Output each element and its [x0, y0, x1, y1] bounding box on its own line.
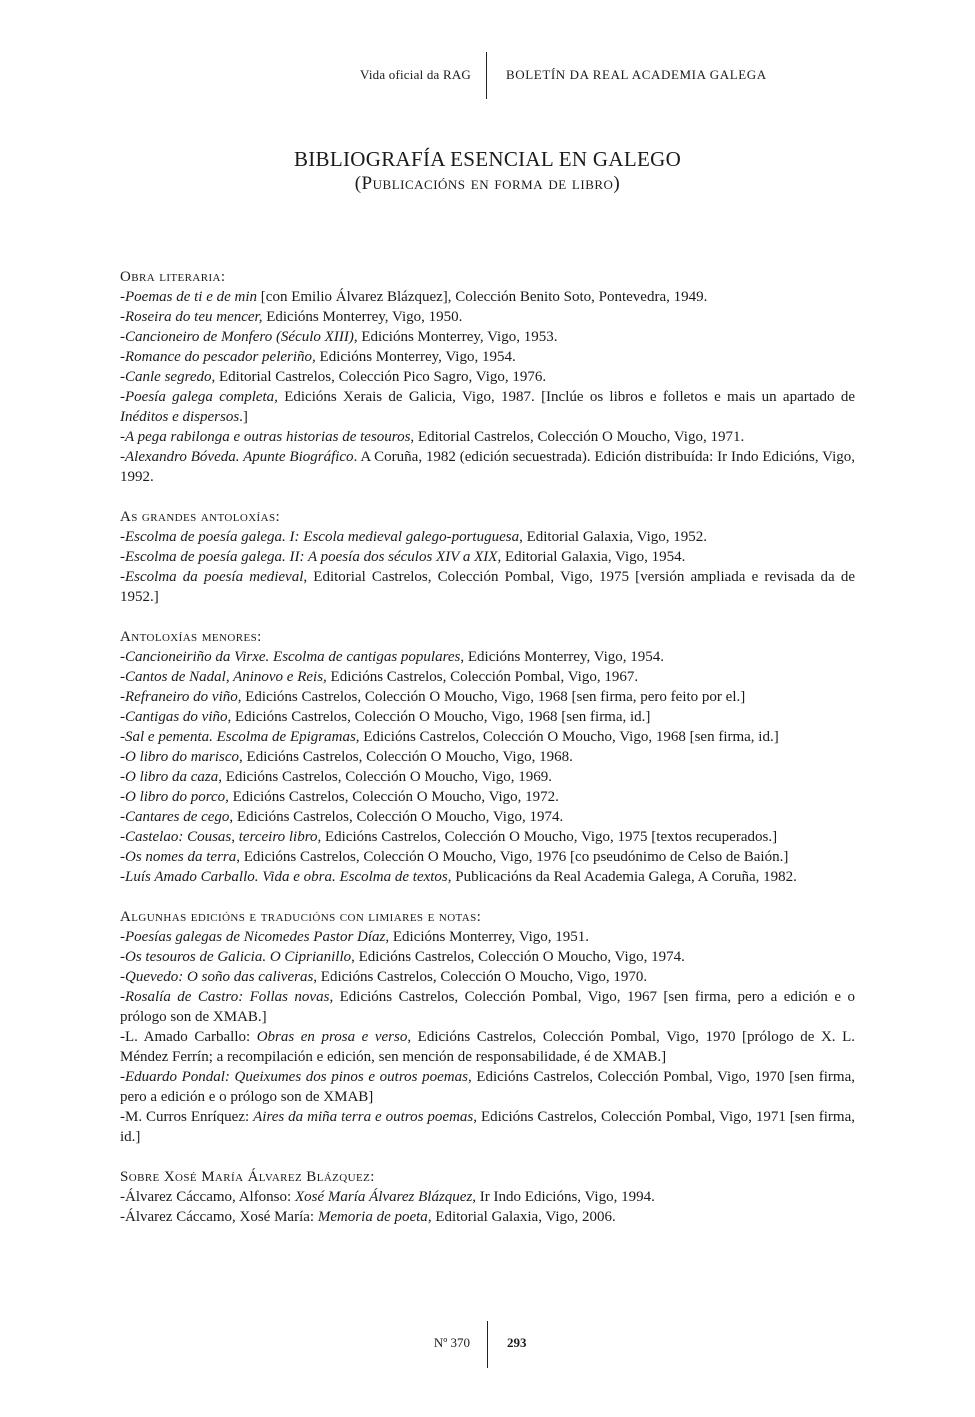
- bibliography-entry: [120, 947, 855, 967]
- section-heading: Obra literaria:: [120, 269, 226, 285]
- entry-rest: , Edicións Castrelos, Colección Pombal, Vigo, 1971 [sen firma, id.]: [120, 1109, 855, 1145]
- bibliography-section: [120, 627, 855, 887]
- entry-rest: , Edicións Castrelos, Colección O Moucho, Vigo, 1968.: [239, 749, 573, 765]
- entry-rest: , Editorial Galaxia, Vigo, 2006.: [427, 1209, 616, 1225]
- bibliography-entry: [120, 1107, 855, 1147]
- entry-italic: -Refraneiro do viño: [120, 689, 238, 705]
- entry-italic: -Roseira do teu mencer,: [120, 309, 263, 325]
- entry-rest-2: .]: [239, 409, 248, 425]
- entry-italic: -Cantares de cego: [120, 809, 230, 825]
- bibliography-entry: [120, 687, 855, 707]
- entry-italic: -Sal e pementa. Escolma de Epigramas: [120, 729, 356, 745]
- bibliography-entry: [120, 1067, 855, 1107]
- bibliography-entry: [120, 307, 855, 327]
- entry-rest: , Edicións Castrelos, Colección O Moucho, Vigo, 1972.: [225, 789, 559, 805]
- bibliography-entry: [120, 447, 855, 487]
- entry-rest: , Editorial Galaxia, Vigo, 1954.: [497, 549, 686, 565]
- entry-italic: -Os nomes da terra: [120, 849, 237, 865]
- bibliography-entry: [120, 807, 855, 827]
- bibliography-entry: [120, 1027, 855, 1067]
- bibliography-entry: [120, 967, 855, 987]
- entry-rest: Edicións Monterrey, Vigo, 1950.: [262, 309, 463, 325]
- entry-italic: -Alexandro Bóveda. Apunte Biográfico: [120, 449, 354, 465]
- bibliography-entry: [120, 987, 855, 1027]
- bibliography-entry: [120, 867, 855, 887]
- section-heading: Antoloxías menores:: [120, 629, 262, 645]
- entry-italic: -Escolma da poesía medieval: [120, 569, 304, 585]
- page-footer: [0, 1321, 975, 1369]
- entry-rest: , Editorial Castrelos, Colección O Moucho, Vigo, 1971.: [410, 429, 745, 445]
- bibliography-entry: [120, 367, 855, 387]
- header-journal-title: BOLETÍN DA REAL ACADEMIA GALEGA: [506, 67, 767, 82]
- bibliography-entry: [120, 727, 855, 747]
- entry-italic: -Romance do pescador peleriño,: [120, 349, 316, 365]
- bibliography-entry: [120, 787, 855, 807]
- entry-rest: , Publicacións da Real Academia Galega, A Coruña, 1982.: [447, 869, 797, 885]
- entry-italic: -Cantigas do viño: [120, 709, 228, 725]
- entry-rest: , Editorial Galaxia, Vigo, 1952.: [519, 529, 708, 545]
- entry-rest: , Edicións Castrelos, Colección O Moucho, Vigo, 1974.: [351, 949, 685, 965]
- header-divider: [486, 52, 487, 99]
- footer-divider: [487, 1321, 488, 1368]
- page-number: 293: [507, 1335, 527, 1350]
- entry-italic: -Cantos de Nadal, Aninovo e Reis: [120, 669, 324, 685]
- entry-rest: [con Emilio Álvarez Blázquez], Colección Benito Soto, Pontevedra, 1949.: [257, 289, 708, 305]
- entry-rest: , Edicións Castrelos, Colección O Moucho, Vigo, 1970.: [313, 969, 648, 985]
- bibliography-entry: [120, 1187, 855, 1207]
- entry-rest: , Edicións Castrelos, Colección Pombal, Vigo, 1967 [sen firma, pero a edición e o prólogo son de XMAB.]: [120, 989, 855, 1025]
- entry-plain: -Álvarez Cáccamo, Alfonso:: [120, 1189, 295, 1205]
- entry-rest: , Edicións Castrelos, Colección O Moucho, Vigo, 1974.: [229, 809, 564, 825]
- entry-italic: -Canle segredo: [120, 369, 212, 385]
- entry-rest: , Edicións Castrelos, Colección O Moucho, Vigo, 1968 [sen firma, id.]: [227, 709, 651, 725]
- entry-italic: -Cancioneiriño da Virxe. Escolma de cantigas populares: [120, 649, 461, 665]
- page-title: BIBLIOGRAFÍA ESENCIAL EN GALEGO: [293, 147, 682, 171]
- bibliography-entry: [120, 647, 855, 667]
- issue-number: Nº 370: [433, 1335, 470, 1350]
- entry-rest: . A Coruña, 1982 (edición secuestrada). Edición distribuída: Ir Indo Edicións, Vigo, 1992.: [120, 449, 855, 485]
- entry-italic: -Eduardo Pondal: Queixumes dos pinos e outros poemas: [120, 1069, 468, 1085]
- entry-rest: , Edicións Castrelos, Colección Pombal, Vigo, 1970 [sen firma, pero a edición e o prólogo son de XMAB]: [120, 1069, 855, 1105]
- entry-rest: Edicións Monterrey, Vigo, 1954.: [315, 349, 516, 365]
- bibliography-entry: [120, 927, 855, 947]
- entry-rest: , Edicións Monterrey, Vigo, 1954.: [460, 649, 665, 665]
- entry-rest: , Ir Indo Edicións, Vigo, 1994.: [472, 1189, 655, 1205]
- entry-italic: -O libro do porco: [120, 789, 226, 805]
- entry-rest: , Edicións Castrelos, Colección Pombal, Vigo, 1970 [prólogo de X. L. Méndez Ferrín; a recompilación e edición, sen mención de responsabilidade, é de XMAB.]: [120, 1029, 856, 1065]
- bibliography-entry: [120, 427, 855, 447]
- bibliography-section: [120, 907, 855, 1147]
- bibliography-entry: [120, 327, 855, 347]
- entry-italic: -O libro da caza: [120, 769, 219, 785]
- entry-italic: -Castelao: Cousas, terceiro libro: [120, 829, 318, 845]
- entry-rest: , Edicións Castrelos, Colección O Moucho, Vigo, 1969.: [218, 769, 552, 785]
- entry-italic: -O libro do marisco: [120, 749, 240, 765]
- section-heading: As grandes antoloxías:: [120, 509, 281, 525]
- bibliography-entry: [120, 287, 855, 307]
- bibliography-entry: [120, 747, 855, 767]
- entry-rest: Edicións Xerais de Galicia, Vigo, 1987. [Inclúe os libros e folletos e mais un apartado de: [277, 389, 855, 405]
- entry-rest: , Edicións Monterrey, Vigo, 1951.: [385, 929, 590, 945]
- page-subtitle: (Publicacións en forma de libro): [354, 173, 621, 194]
- entry-italic: Aires da miña terra e outros poemas: [253, 1109, 474, 1125]
- entry-plain: -L. Amado Carballo:: [120, 1029, 257, 1045]
- entry-italic: -Poesía galega completa,: [120, 389, 278, 405]
- entry-rest: , Editorial Castrelos, Colección Pombal, Vigo, 1975 [versión ampliada e revisada da de 1952.]: [120, 569, 855, 605]
- bibliography-entry: [120, 527, 855, 547]
- entry-rest: , Edicións Castrelos, Colección O Moucho, Vigo, 1976 [co pseudónimo de Celso de Baión.]: [236, 849, 789, 865]
- entry-rest: , Edicións Castrelos, Colección O Moucho, Vigo, 1975 [textos recuperados.]: [317, 829, 778, 845]
- bibliography-entry: [120, 667, 855, 687]
- entry-italic: Xosé María Álvarez Blázquez: [294, 1189, 473, 1205]
- header-section-label: Vida oficial da RAG: [360, 67, 471, 82]
- entry-italic: -Os tesouros de Galicia. O Ciprianillo: [120, 949, 352, 965]
- entry-rest: , Edicións Castrelos, Colección O Moucho, Vigo, 1968 [sen firma, pero feito por el.]: [237, 689, 746, 705]
- entry-italic: -Escolma de poesía galega. I: Escola medieval galego-portuguesa: [120, 529, 520, 545]
- bibliography-section: [120, 507, 855, 607]
- title-block: [0, 146, 975, 196]
- entry-italic: -Quevedo: O soño das caliveras: [120, 969, 314, 985]
- entry-italic: -Poesías galegas de Nicomedes Pastor Díaz: [120, 929, 386, 945]
- entry-plain: -M. Curros Enríquez:: [120, 1109, 254, 1125]
- section-heading: Algunhas edicións e traducións con limiares e notas:: [120, 909, 482, 925]
- entry-rest: , Edicións Castrelos, Colección Pombal, Vigo, 1967.: [323, 669, 639, 685]
- entry-italic: -Poemas de ti e de min: [120, 289, 258, 305]
- entry-rest: , Edicións Castrelos, Colección O Moucho, Vigo, 1968 [sen firma, id.]: [355, 729, 779, 745]
- entry-plain: -Álvarez Cáccamo, Xosé María:: [120, 1209, 318, 1225]
- entry-rest: , Edicións Monterrey, Vigo, 1953.: [353, 329, 558, 345]
- bibliography-entry: [120, 1207, 855, 1227]
- entry-italic: -Rosalía de Castro: Follas novas: [120, 989, 330, 1005]
- bibliography-entry: [120, 707, 855, 727]
- entry-italic: -Luís Amado Carballo. Vida e obra. Escolma de textos: [120, 869, 448, 885]
- bibliography-entry: [120, 347, 855, 367]
- bibliography-entry: [120, 767, 855, 787]
- bibliography-section: [120, 267, 855, 487]
- running-header: [0, 52, 975, 102]
- bibliography-section: [120, 1167, 855, 1227]
- bibliography-entry: [120, 387, 855, 427]
- bibliography-body: [120, 267, 855, 1247]
- bibliography-entry: [120, 827, 855, 847]
- entry-rest: , Editorial Castrelos, Colección Pico Sagro, Vigo, 1976.: [211, 369, 547, 385]
- entry-italic: Obras en prosa e verso: [256, 1029, 408, 1045]
- entry-italic: -A pega rabilonga e outras historias de tesouros: [120, 429, 411, 445]
- entry-italic: -Escolma de poesía galega. II: A poesía dos séculos XIV a XIX: [120, 549, 498, 565]
- entry-italic-2: Inéditos e dispersos: [120, 409, 240, 425]
- bibliography-entry: [120, 567, 855, 607]
- section-heading: Sobre Xosé María Álvarez Blázquez:: [120, 1169, 375, 1185]
- entry-italic: Memoria de poeta: [317, 1209, 428, 1225]
- bibliography-entry: [120, 547, 855, 567]
- entry-italic: -Cancioneiro de Monfero (Século XIII): [120, 329, 354, 345]
- bibliography-entry: [120, 847, 855, 867]
